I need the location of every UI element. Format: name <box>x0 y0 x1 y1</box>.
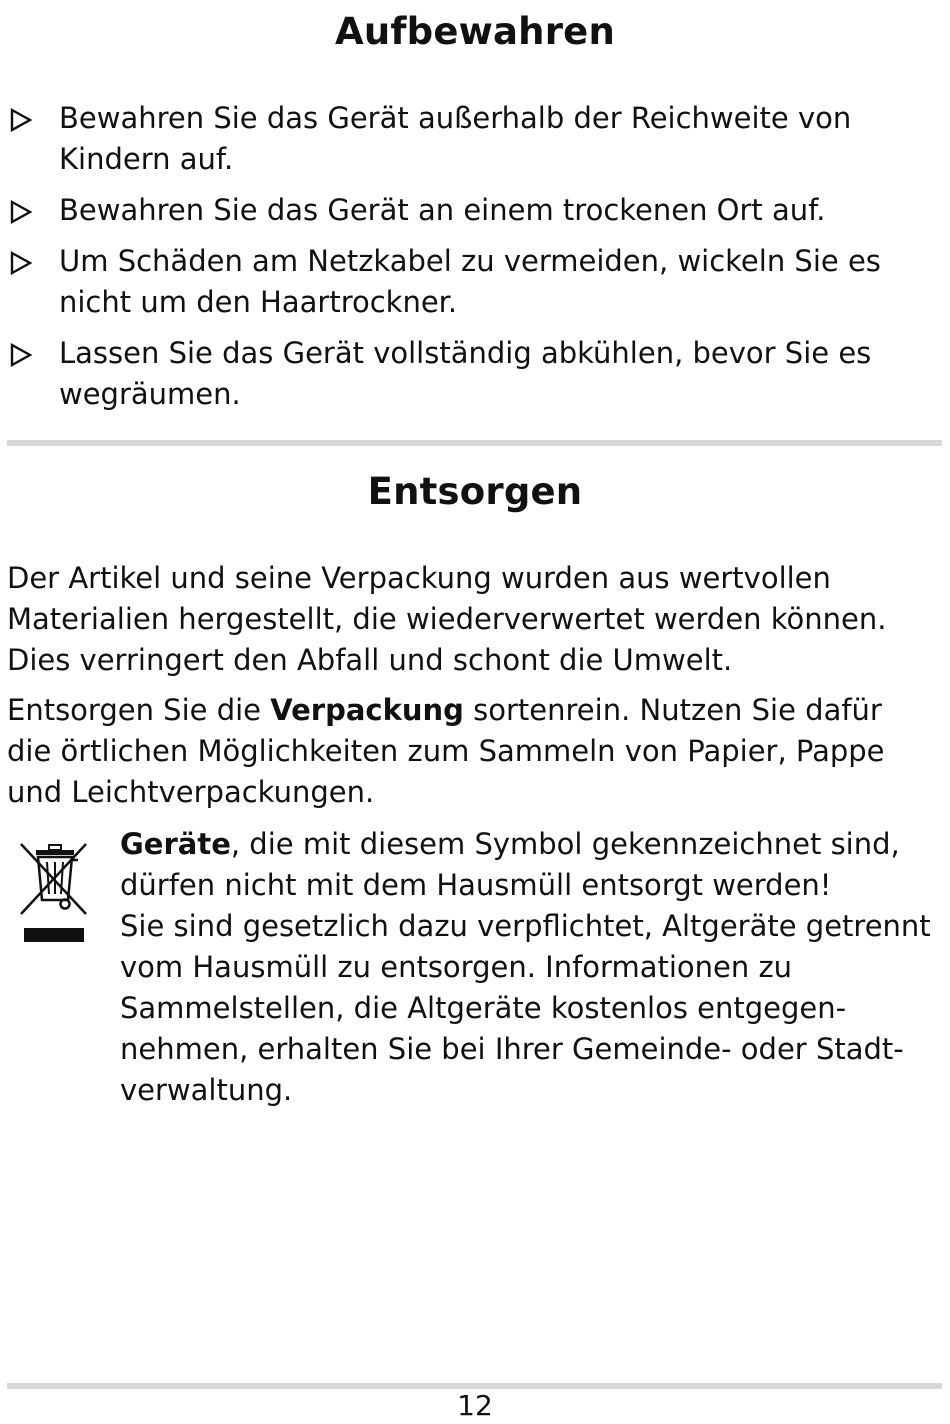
triangle-outline-icon <box>10 200 32 224</box>
triangle-outline-icon <box>10 251 32 275</box>
disposal-heading: Entsorgen <box>367 470 583 513</box>
storage-heading: Aufbewahren <box>334 10 616 53</box>
list-item-text: Um Schäden am Netzkabel zu vermeiden, wickeln Sie es nicht um den Haartrockner. <box>59 244 881 319</box>
packaging-text-prefix: Entsorgen Sie die <box>7 693 271 727</box>
devices-text-warning: , die mit diesem Symbol gekennzeichnet sind, dürfen nicht mit dem Hausmüll entsorgt werden! <box>120 827 900 902</box>
list-item <box>7 333 930 415</box>
list-item-text: Bewahren Sie das Gerät an einem trockenen Ort auf. <box>59 193 826 227</box>
list-item-text: Bewahren Sie das Gerät außerhalb der Reichweite von Kindern auf. <box>59 101 852 176</box>
disposal-paragraph-materials: Der Artikel und seine Verpackung wurden aus wertvollen Materialien hergestellt, die wiederverwertet werden können. Dies verringert den Abfall und schont die Umwelt. <box>7 561 887 677</box>
storage-instructions-list <box>7 98 930 425</box>
list-item <box>7 98 930 180</box>
packaging-bold-term: Verpackung <box>270 693 464 727</box>
disposal-paragraph-packaging <box>7 690 930 813</box>
disposal-paragraph-devices <box>120 824 935 1111</box>
crossed-out-wheelie-bin-icon <box>18 838 90 946</box>
section-divider <box>7 440 942 446</box>
list-item <box>7 241 930 323</box>
packaging-text-suffix: sortenrein. Nutzen Sie dafür die örtlichen Möglichkeiten zum Sammeln von Papier, Pappe und Leichtverpackungen. <box>7 693 885 809</box>
triangle-outline-icon <box>10 108 32 132</box>
page-number: 12 <box>457 1389 493 1422</box>
list-item <box>7 190 930 231</box>
list-item-text: Lassen Sie das Gerät vollständig abkühlen, bevor Sie es wegräumen. <box>59 336 872 411</box>
devices-text-legal: Sie sind gesetzlich dazu verpflichtet, Altgeräte getrennt vom Hausmüll zu entsorgen. Informationen zu Sammelstellen, die Altgeräte kostenlos entgegen-nehmen, erhalten Sie bei Ihrer Gemeinde- oder Stadt-verwaltung. <box>120 909 931 1107</box>
triangle-outline-icon <box>10 343 32 367</box>
devices-bold-term: Geräte <box>120 827 231 861</box>
